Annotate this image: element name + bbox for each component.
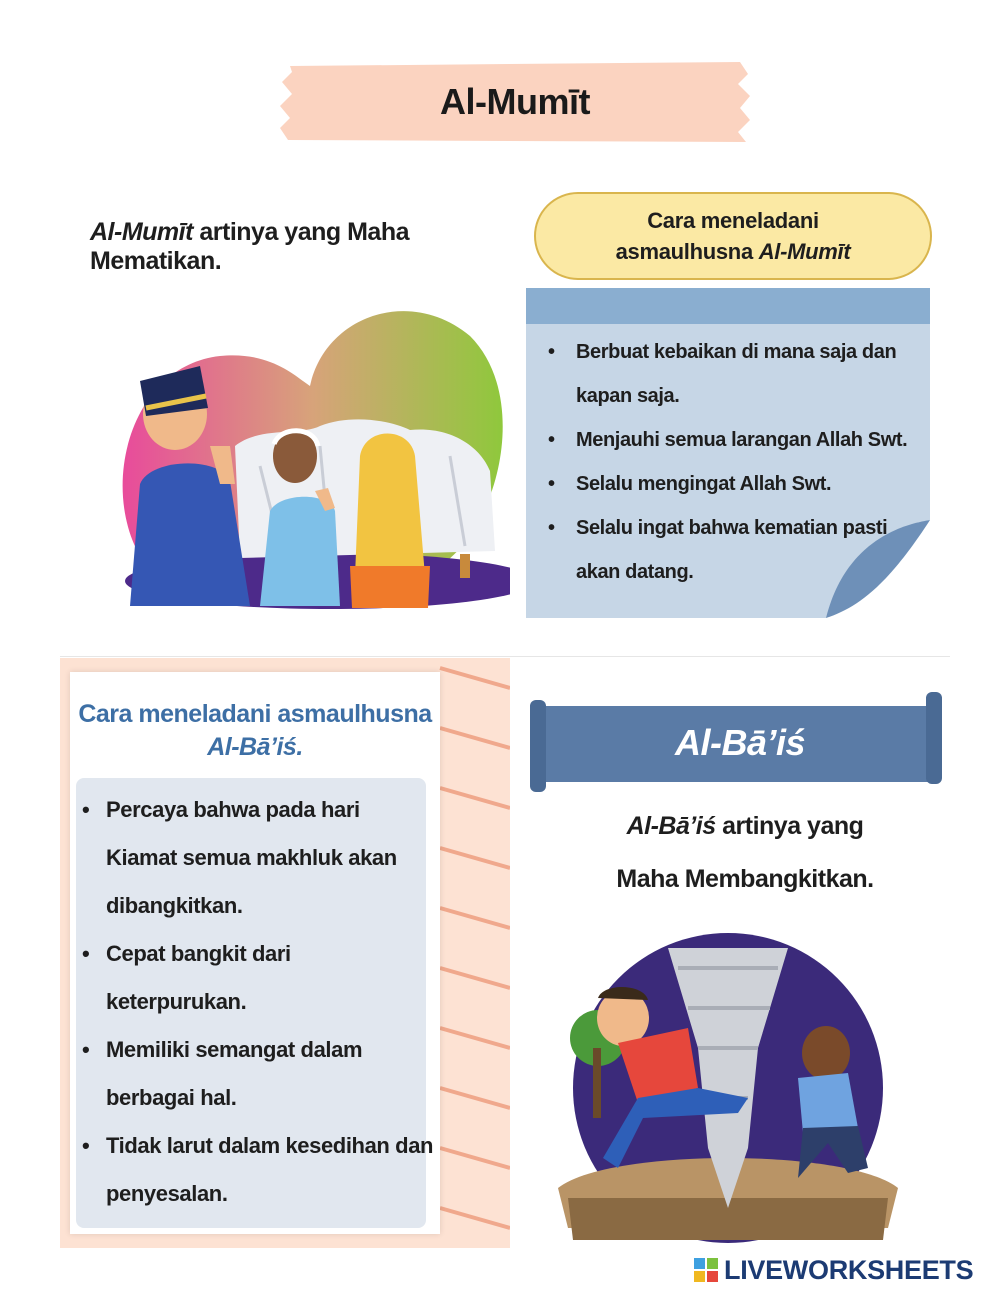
list-item: • Tidak larut dalam kesedihan dan penyesalan. — [74, 1122, 434, 1218]
baits-meaning — [560, 800, 930, 906]
grid-logo-icon — [694, 1258, 718, 1282]
list-item: • Selalu ingat bahwa kematian pasti akan datang. — [528, 506, 908, 594]
mumit-meaning — [90, 218, 520, 276]
pill-line-1: Cara meneladani — [647, 208, 819, 233]
baits-name: Al-Bā’iś — [626, 812, 716, 840]
mumit-howto-header — [534, 192, 932, 280]
baits-meaning-line-2: Maha Membangkitkan. — [616, 865, 874, 893]
title-banner — [280, 62, 750, 142]
brand-name: LIVEWORKSHEETS — [724, 1254, 974, 1285]
mumit-name: Al-Mumīt — [90, 218, 193, 246]
page-title: Al-Mumīt — [440, 81, 590, 122]
baits-howto-title — [70, 698, 440, 764]
pill-line-2 — [616, 236, 851, 267]
list-item: • Berbuat kebaikan di mana saja dan kapan saja. — [528, 330, 908, 418]
list-item: • Menjauhi semua larangan Allah Swt. — [528, 418, 908, 462]
pill-prefix: asmaulhusna — [615, 239, 759, 264]
list-item: • Memiliki semangat dalam berbagai hal. — [74, 1026, 434, 1122]
baits-meaning-text: artinya yang — [715, 812, 864, 840]
mumit-meaning-text: artinya yang Maha Mematikan. — [90, 218, 409, 275]
praying-family-illustration — [110, 296, 510, 616]
list-item: • Cepat bangkit dari keterpurukan. — [74, 930, 434, 1026]
list-item: • Selalu mengingat Allah Swt. — [528, 462, 908, 506]
baits-practice-list — [74, 786, 434, 1218]
baits-banner-title: Al-Bā’iś — [674, 722, 806, 763]
tornado-illustration — [548, 928, 908, 1246]
card-title-line-2: Al-Bā’iś. — [207, 733, 303, 761]
card-title-line-1: Cara meneladani asmaulhusna — [78, 700, 432, 728]
brand-logo — [694, 1254, 973, 1286]
pill-name: Al-Mumīt — [758, 239, 851, 264]
list-item: • Percaya bahwa pada hari Kiamat semua makhluk akan dibangkitkan. — [74, 786, 434, 930]
section-divider — [60, 656, 950, 657]
baits-meaning-line-1 — [560, 800, 930, 853]
mumit-practice-list — [528, 330, 908, 594]
